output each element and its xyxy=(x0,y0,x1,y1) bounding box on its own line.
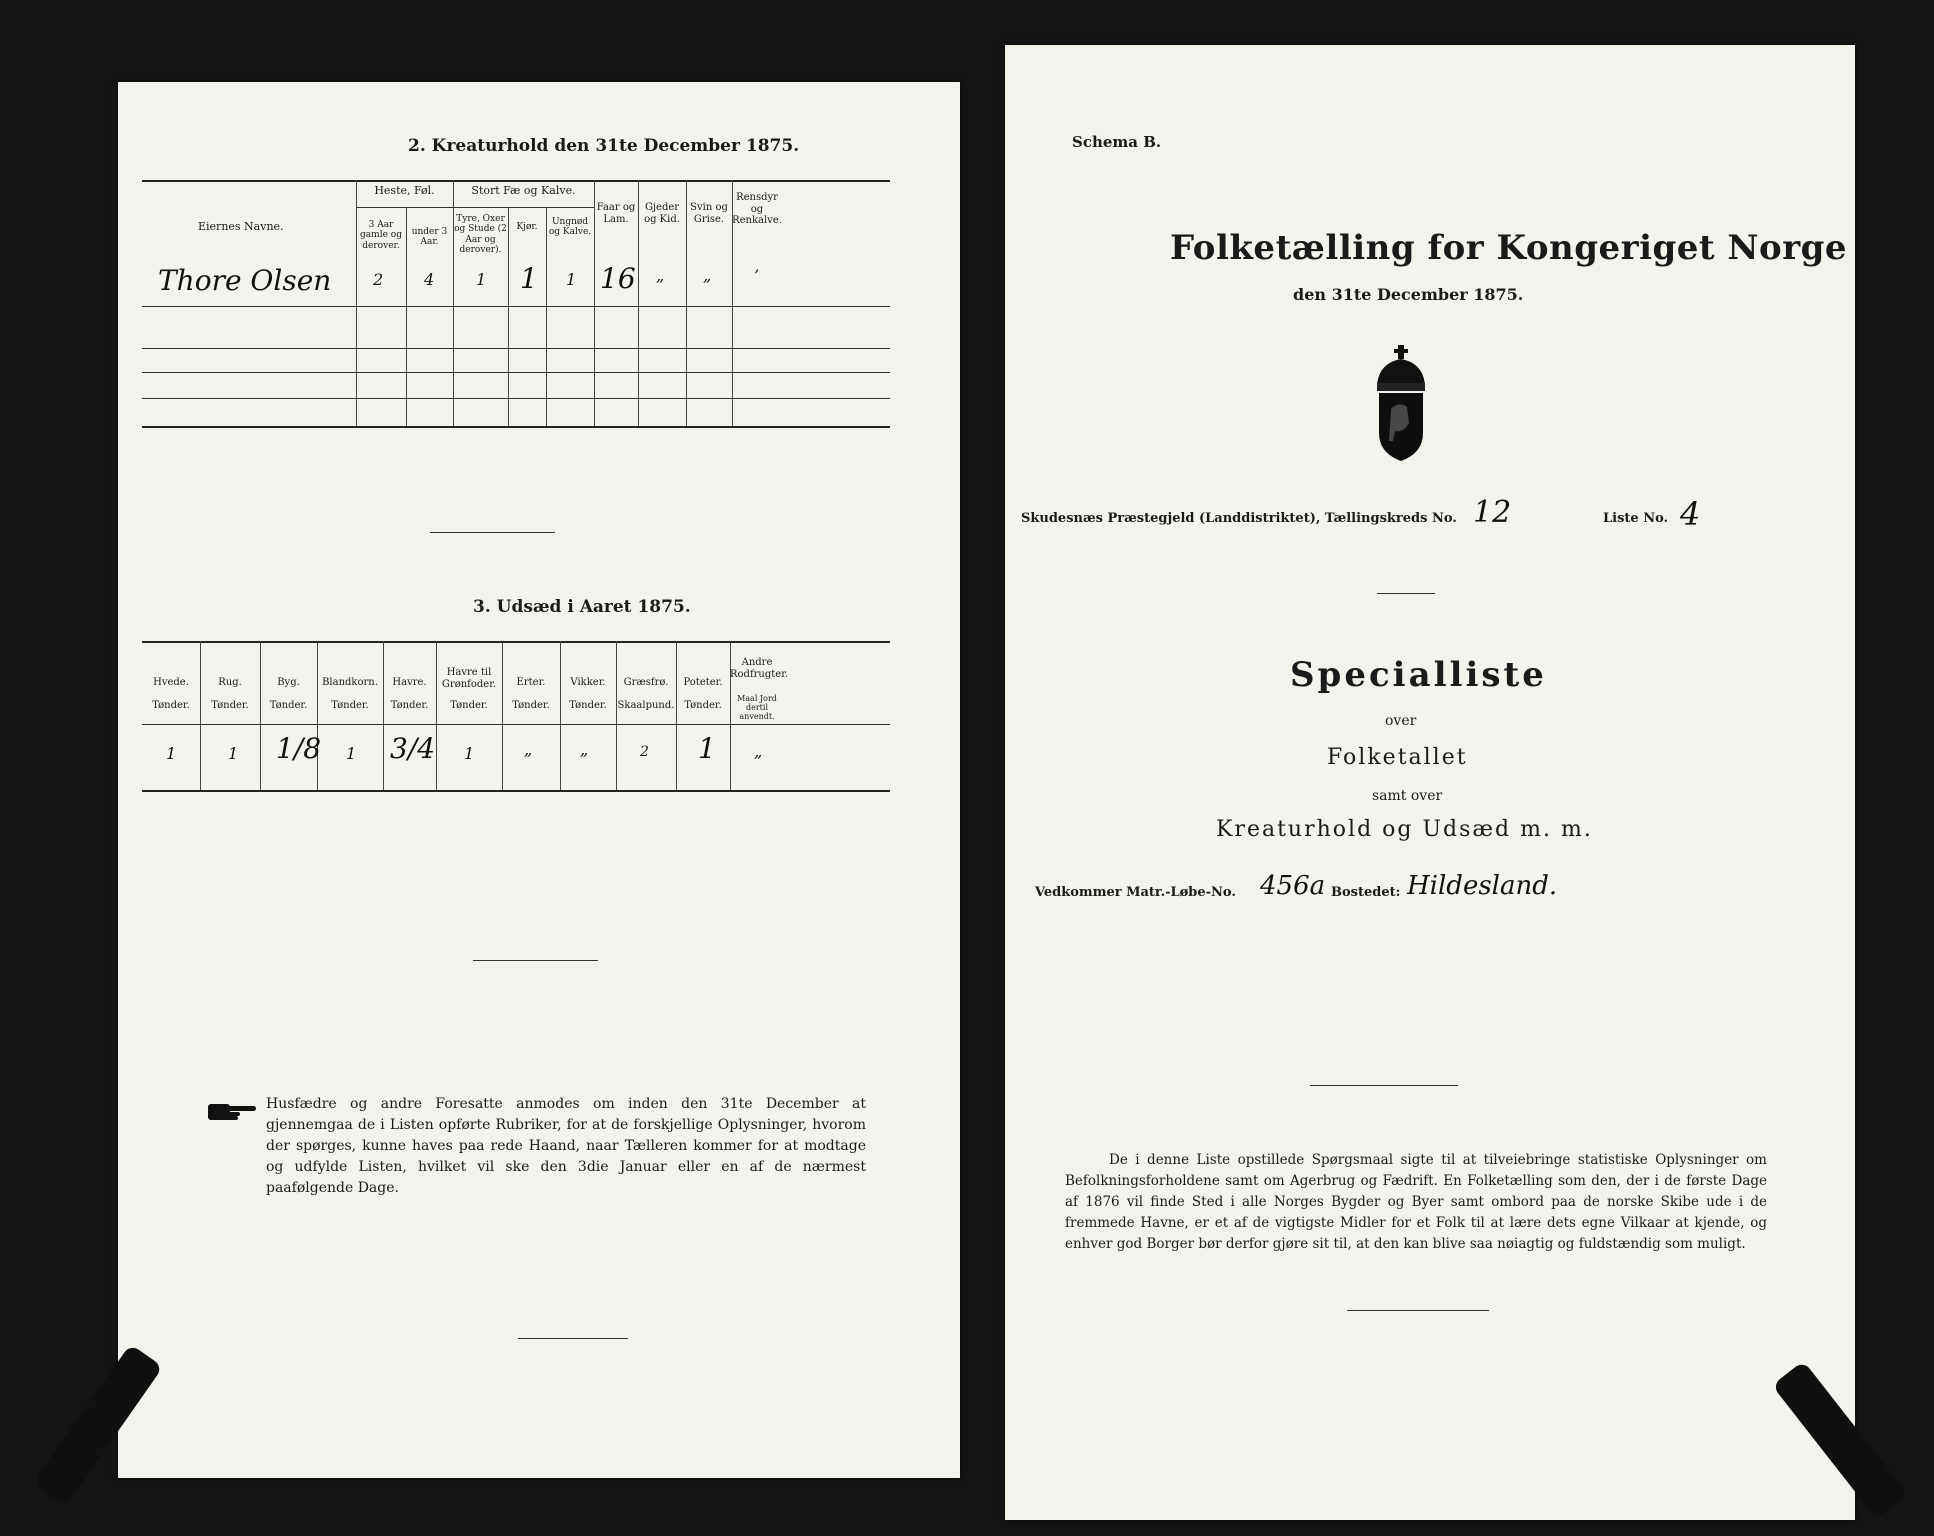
gjeder-value: „ xyxy=(656,266,665,285)
byg-header: Byg. xyxy=(277,677,300,688)
andre-value: „ xyxy=(754,742,763,761)
rensdyr-value: ’ xyxy=(754,266,760,285)
info-paragraph: De i denne Liste opstillede Spørgsmaal sigte til at tilveiebringe statistiske Oplysninger om Befolkningsforholdene samt om Agerbrug og Fædrift. En Folketælling som den, der i de første Dage af 1876 vil finde Sted i alle Norges Bygder og Byer samt ombord paa de norske Skibe ude i de fremmede Havne, er et af de vigtigste Midler for et Folk til at lære dets egne Vilkaar at kjende, og enhver god Borger bør derfor gjøre sit til, at den kan blive saa nøiagtig og fuldstændig som muligt. xyxy=(1065,1152,1767,1252)
pointing-hand-icon xyxy=(208,1100,258,1124)
owner-name: Thore Olsen xyxy=(158,264,332,297)
rug-unit: Tønder. xyxy=(211,700,249,711)
havre-gron-header: Havre til Grønfoder. xyxy=(441,667,497,690)
tyre-value: 1 xyxy=(476,270,487,289)
owner-header: Eiernes Navne. xyxy=(198,220,284,233)
hvede-unit: Tønder. xyxy=(152,700,190,711)
left-page xyxy=(118,82,960,1478)
gjeder-header: Gjeder og Kid. xyxy=(644,202,680,225)
census-date: den 31te December 1875. xyxy=(1293,285,1524,304)
main-title: Folketælling for Kongeriget Norge xyxy=(1170,228,1848,268)
byg-unit: Tønder. xyxy=(269,700,308,711)
blandkorn-header: Blandkorn. xyxy=(322,677,378,688)
havre-gron-value: 1 xyxy=(464,744,475,763)
kjor-value: 1 xyxy=(520,262,538,295)
schema-label: Schema B. xyxy=(1072,133,1162,151)
kreds-number: 12 xyxy=(1473,495,1512,530)
blandkorn-value: 1 xyxy=(346,744,357,763)
heste-3aar-header: 3 Aar gamle og derover. xyxy=(360,220,402,251)
ungnod-header: Ungnød og Kalve. xyxy=(548,217,592,238)
havre-gron-unit: Tønder. xyxy=(450,700,488,711)
stort-fae-header: Stort Fæ og Kalve. xyxy=(471,184,576,197)
vikker-header: Vikker. xyxy=(570,677,606,688)
blandkorn-unit: Tønder. xyxy=(331,700,369,711)
graesfro-value: 2 xyxy=(640,744,649,760)
rensdyr-header: Rensdyr og Renkalve. xyxy=(732,192,782,226)
faar-header: Faar og Lam. xyxy=(596,202,636,225)
bostedet-value: Hildesland. xyxy=(1407,871,1558,901)
bostedet-label: Bostedet: xyxy=(1331,885,1401,900)
notice-text: Husfædre og andre Foresatte anmodes om inden den 31te December at gjennemgaa de i Listen opførte Rubriker, for at de forskjellige Oplysninger, hvorom der spørges, kunne haves paa rede Haand, naar Tælleren kommer for at modtage og udfylde Listen, hvilket vil ske den 3die Januar eller en af de nærmest paafølgende Dage. xyxy=(266,1096,866,1196)
svin-header: Svin og Grise. xyxy=(690,202,728,225)
havre-header: Havre. xyxy=(392,677,427,688)
specialliste-heading: Specialliste xyxy=(1290,655,1547,695)
rug-header: Rug. xyxy=(218,677,242,688)
samt-over-text: samt over xyxy=(1372,788,1443,804)
byg-value: 1/8 xyxy=(276,732,322,765)
havre-value: 3/4 xyxy=(390,732,436,765)
poteter-value: 1 xyxy=(698,732,716,765)
vikker-unit: Tønder. xyxy=(569,700,607,711)
over-text-1: over xyxy=(1385,713,1417,729)
heste-header: Heste, Føl. xyxy=(374,184,435,197)
tyre-header: Tyre, Oxer og Stude (2 Aar og derover). xyxy=(454,214,507,256)
heste-under3-value: 4 xyxy=(424,270,435,289)
andre-header: Andre Rodfrugter. xyxy=(730,657,789,680)
section2-title: 2. Kreaturhold den 31te December 1875. xyxy=(408,136,800,156)
heste-under3-header: under 3 Aar. xyxy=(411,227,448,248)
kreaturhold-heading: Kreaturhold og Udsæd m. m. xyxy=(1216,817,1593,842)
section3-title: 3. Udsæd i Aaret 1875. xyxy=(473,597,691,617)
faar-value: 16 xyxy=(600,262,636,295)
liste-label: Liste No. xyxy=(1603,511,1669,526)
erter-value: „ xyxy=(524,740,533,759)
kjor-header: Kjør. xyxy=(516,222,538,232)
vikker-value: „ xyxy=(580,740,589,759)
hvede-value: 1 xyxy=(166,744,177,763)
graesfro-header: Græsfrø. xyxy=(623,677,669,688)
norwegian-coat-of-arms-icon xyxy=(1369,345,1433,465)
erter-unit: Tønder. xyxy=(512,700,550,711)
erter-header: Erter. xyxy=(516,677,546,688)
poteter-unit: Tønder. xyxy=(684,700,722,711)
heste-3aar-value: 2 xyxy=(373,270,384,289)
andre-unit: Maal Jord dertil anvendt. xyxy=(737,694,777,722)
matr-number: 456a xyxy=(1260,871,1326,901)
poteter-header: Poteter. xyxy=(683,677,723,688)
folketallet-heading: Folketallet xyxy=(1327,745,1468,770)
liste-number: 4 xyxy=(1680,495,1701,533)
graesfro-unit: Skaalpund. xyxy=(617,700,675,711)
rug-value: 1 xyxy=(228,744,239,763)
ungnod-value: 1 xyxy=(566,270,577,289)
svin-value: „ xyxy=(703,266,712,285)
hvede-header: Hvede. xyxy=(153,677,189,688)
location-prefix: Skudesnæs Præstegjeld (Landdistriktet), Tællingskreds No. xyxy=(1021,511,1457,526)
vedkommer-label: Vedkommer Matr.-Løbe-No. xyxy=(1035,885,1236,900)
right-page xyxy=(1005,45,1855,1520)
havre-unit: Tønder. xyxy=(390,700,429,711)
